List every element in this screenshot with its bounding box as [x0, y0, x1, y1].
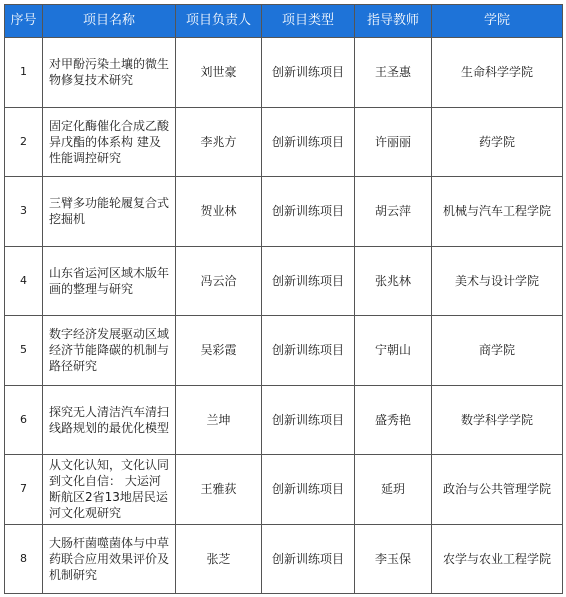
cell-project-type: 创新训练项目 — [262, 385, 355, 455]
header-college: 学院 — [432, 5, 563, 38]
cell-project-type: 创新训练项目 — [262, 316, 355, 386]
table-row — [5, 524, 563, 594]
table-row — [5, 316, 563, 386]
cell-project-type: 创新训练项目 — [262, 524, 355, 594]
header-leader: 项目负责人 — [176, 5, 262, 38]
cell-advisor: 胡云萍 — [355, 177, 432, 247]
cell-project-type: 创新训练项目 — [262, 177, 355, 247]
cell-leader: 张芝 — [176, 524, 262, 594]
cell-college: 生命科学学院 — [432, 38, 563, 108]
cell-serial: 2 — [5, 107, 43, 177]
table-row — [5, 246, 563, 316]
table-row — [5, 385, 563, 455]
header-project-type: 项目类型 — [262, 5, 355, 38]
cell-advisor: 张兆林 — [355, 246, 432, 316]
header-project-name: 项目名称 — [43, 5, 176, 38]
cell-serial: 6 — [5, 385, 43, 455]
table-row — [5, 38, 563, 108]
project-table — [4, 4, 563, 594]
cell-serial: 7 — [5, 455, 43, 525]
cell-project-type: 创新训练项目 — [262, 246, 355, 316]
cell-leader: 王雅荻 — [176, 455, 262, 525]
cell-serial: 8 — [5, 524, 43, 594]
cell-serial: 4 — [5, 246, 43, 316]
cell-advisor: 宁朝山 — [355, 316, 432, 386]
cell-leader: 冯云洽 — [176, 246, 262, 316]
cell-college: 机械与汽车工程学院 — [432, 177, 563, 247]
cell-project-name: 大肠杆菌噬菌体与中草药联合应用效果评价及机制研究 — [43, 524, 176, 594]
cell-project-name: 数字经济发展驱动区域经济节能降碳的机制与路径研究 — [43, 316, 176, 386]
table-row — [5, 177, 563, 247]
cell-serial: 5 — [5, 316, 43, 386]
cell-project-name: 三臂多功能轮履复合式挖掘机 — [43, 177, 176, 247]
table-header-row — [5, 5, 563, 38]
cell-college: 政治与公共管理学院 — [432, 455, 563, 525]
cell-college: 药学院 — [432, 107, 563, 177]
cell-college: 农学与农业工程学院 — [432, 524, 563, 594]
cell-leader: 刘世豪 — [176, 38, 262, 108]
table-row — [5, 455, 563, 525]
cell-advisor: 李玉保 — [355, 524, 432, 594]
cell-project-name: 固定化酶催化合成乙酸异戊酯的体系构 建及性能调控研究 — [43, 107, 176, 177]
cell-college: 美术与设计学院 — [432, 246, 563, 316]
cell-project-name: 从文化认知，文化认同到文化自信： 大运河断航区2省13地居民运河文化观研究 — [43, 455, 176, 525]
header-serial: 序号 — [5, 5, 43, 38]
cell-college: 数学科学学院 — [432, 385, 563, 455]
cell-leader: 吴彩霞 — [176, 316, 262, 386]
cell-advisor: 许丽丽 — [355, 107, 432, 177]
cell-serial: 3 — [5, 177, 43, 247]
cell-leader: 兰坤 — [176, 385, 262, 455]
header-advisor: 指导教师 — [355, 5, 432, 38]
cell-leader: 贺业林 — [176, 177, 262, 247]
cell-project-type: 创新训练项目 — [262, 455, 355, 525]
cell-advisor: 延玥 — [355, 455, 432, 525]
cell-advisor: 盛秀艳 — [355, 385, 432, 455]
cell-advisor: 王圣惠 — [355, 38, 432, 108]
cell-college: 商学院 — [432, 316, 563, 386]
table-row — [5, 107, 563, 177]
cell-serial: 1 — [5, 38, 43, 108]
cell-project-name: 山东省运河区域木版年画的整理与研究 — [43, 246, 176, 316]
cell-project-name: 探究无人清洁汽车清扫线路规划的最优化模型 — [43, 385, 176, 455]
cell-project-name: 对甲酚污染土壤的微生物修复技术研究 — [43, 38, 176, 108]
cell-leader: 李兆方 — [176, 107, 262, 177]
cell-project-type: 创新训练项目 — [262, 38, 355, 108]
cell-project-type: 创新训练项目 — [262, 107, 355, 177]
